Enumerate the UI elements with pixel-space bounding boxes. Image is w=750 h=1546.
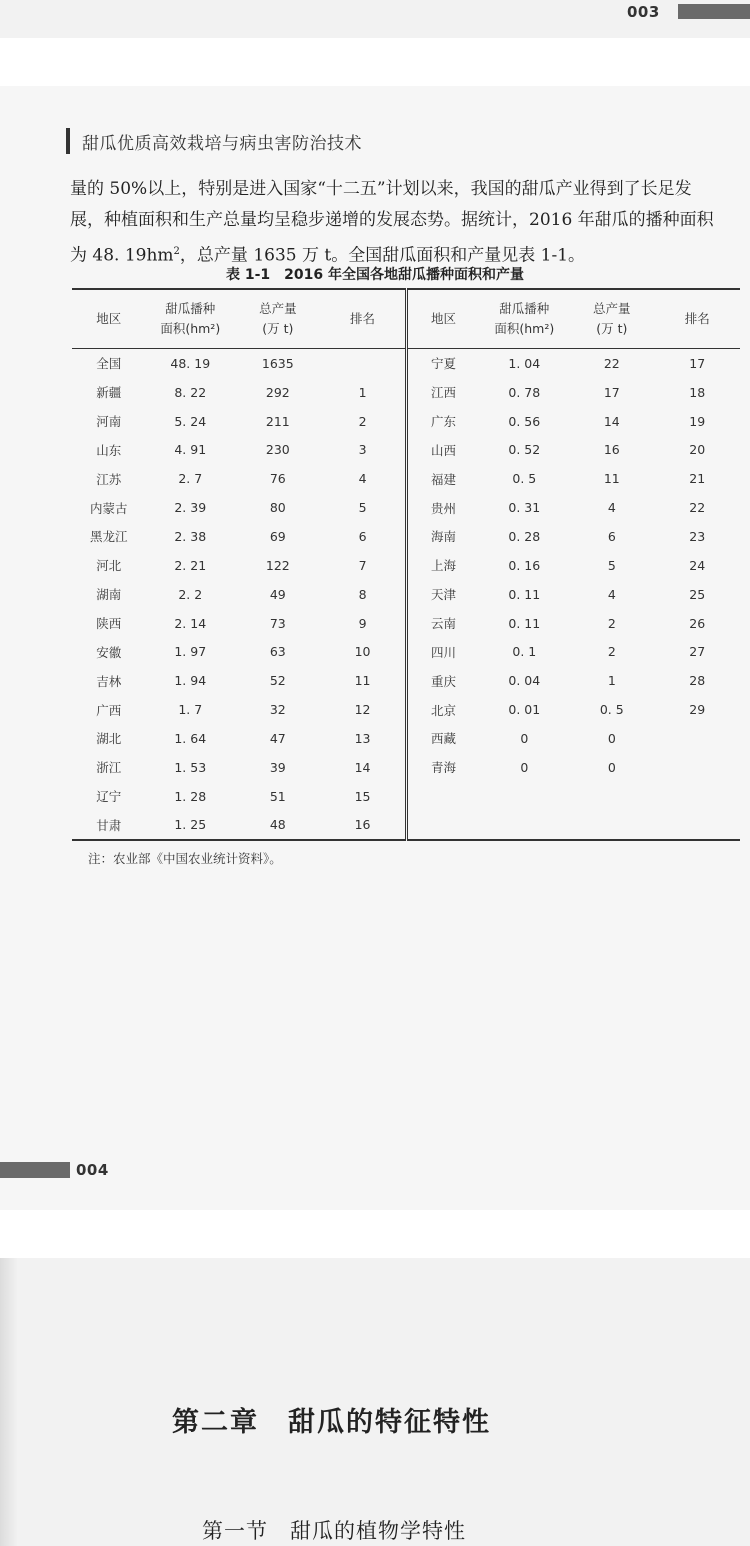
table-cell: 8 (358, 586, 367, 602)
table-cell: 2 (607, 615, 616, 631)
page-edge-shadow (0, 1258, 18, 1546)
body-line-3-b: ，总产量 1635 万 t。全国甜瓜面积和产量见表 1-1。 (179, 245, 586, 266)
table-cell (406, 782, 480, 811)
table-cell: 18 (689, 384, 706, 400)
table-cell: 23 (689, 528, 706, 544)
table-row (72, 695, 740, 724)
table-row (72, 724, 740, 753)
table-cell: 吉林 (96, 673, 122, 689)
table-cell: 3 (358, 442, 367, 458)
bottom-page-bar (0, 1162, 70, 1178)
chapter-title: 第二章 甜瓜的特征特性 (172, 1407, 491, 1438)
table-cell: 0. 16 (508, 557, 541, 573)
table-cell (655, 724, 740, 753)
table-caption: 表 1-1 2016 年全国各地甜瓜播种面积和产量 (225, 267, 524, 283)
table-cell: 230 (265, 442, 290, 458)
superscript-2: 2 (173, 246, 180, 257)
table-cell: 5. 24 (174, 413, 207, 429)
table-cell: 5 (358, 500, 367, 516)
table-cell: 7 (358, 557, 367, 573)
table-cell: 河南 (96, 414, 122, 430)
table-cell: 黑龙江 (89, 529, 128, 545)
table-row (72, 811, 740, 841)
running-head-bar (66, 128, 70, 154)
table-cell: 江西 (406, 378, 480, 407)
table-cell: 云南 (406, 609, 480, 638)
table-cell: 4 (607, 500, 616, 516)
table-cell: 青海 (406, 753, 480, 782)
table-note: 注：农业部《中国农业统计资料》。 (88, 851, 282, 866)
table-row (72, 609, 740, 638)
table-row (72, 378, 740, 407)
table-cell (480, 811, 570, 841)
running-head (66, 128, 362, 154)
table-row (72, 493, 740, 522)
table-cell: 48 (235, 811, 321, 841)
table-cell: 14 (603, 413, 620, 429)
table-cell: 1. 28 (174, 788, 207, 804)
table-row (72, 522, 740, 551)
table-row (72, 464, 740, 493)
top-page-number: 003 (627, 3, 660, 21)
table-row (72, 753, 740, 782)
table-cell: 9 (358, 615, 367, 631)
table-cell: 1. 25 (146, 811, 236, 841)
table-cell: 39 (269, 759, 286, 775)
table-cell: 北京 (406, 695, 480, 724)
table-cell: 福建 (406, 464, 480, 493)
table-cell: 10 (354, 644, 371, 660)
table-cell: 80 (269, 500, 286, 516)
table-row (72, 637, 740, 666)
table-cell: 11 (603, 471, 620, 487)
table-cell: 0 (520, 730, 529, 746)
table-cell: 51 (269, 788, 286, 804)
table-cell: 0. 31 (508, 500, 541, 516)
table-cell: 河北 (96, 558, 122, 574)
body-line-3-a: 为 48. 19hm (70, 245, 174, 266)
table-cell: 甘肃 (72, 811, 146, 841)
table-cell: 4 (607, 586, 616, 602)
table-cell: 6 (607, 528, 616, 544)
top-page-bar (678, 4, 750, 19)
section-title: 第一节 甜瓜的植物学特性 (202, 1519, 466, 1543)
table-cell: 4 (358, 471, 367, 487)
table-cell: 上海 (406, 551, 480, 580)
table-cell: 辽宁 (96, 789, 122, 805)
table-cell: 西藏 (406, 724, 480, 753)
table-cell: 广西 (96, 702, 122, 718)
table-cell: 0. 52 (508, 442, 541, 458)
table-cell: 1. 64 (174, 730, 207, 746)
table-cell: 2. 7 (178, 471, 203, 487)
body-line-1: 量的 50%以上，特别是进入国家“十二五”计划以来，我国的甜瓜产业得到了长足发 (70, 179, 692, 199)
table-cell: 1. 7 (178, 702, 203, 718)
table-cell: 11 (354, 673, 371, 689)
table-cell: 292 (265, 384, 290, 400)
table-cell: 0. 11 (508, 586, 541, 602)
table-cell: 16 (321, 811, 406, 841)
table-cell: 1635 (261, 355, 294, 371)
body-paragraph (70, 174, 720, 272)
table-cell: 4. 91 (174, 442, 207, 458)
table-row (72, 580, 740, 609)
table-cell: 0. 04 (508, 673, 541, 689)
table-cell: 48. 19 (170, 355, 211, 371)
table-cell: 1. 97 (174, 644, 207, 660)
table-cell: 湖南 (96, 587, 122, 603)
table-cell: 0. 1 (512, 644, 537, 660)
table-cell: 49 (269, 586, 286, 602)
bottom-page-number: 004 (76, 1161, 109, 1179)
table-cell: 0. 11 (508, 615, 541, 631)
running-head-text: 甜瓜优质高效栽培与病虫害防治技术 (82, 133, 362, 154)
table-cell: 天津 (406, 580, 480, 609)
table-header-row (72, 289, 740, 349)
table-cell: 0 (607, 730, 616, 746)
table-cell: 0. 56 (508, 413, 541, 429)
table-cell: 1 (607, 673, 616, 689)
table-row (72, 782, 740, 811)
table-cell: 贵州 (406, 493, 480, 522)
table-cell: 14 (354, 759, 371, 775)
table-cell: 15 (354, 788, 371, 804)
table-cell: 山东 (96, 442, 122, 458)
table-cell (655, 782, 740, 811)
table-cell: 52 (269, 673, 286, 689)
table-cell (480, 782, 570, 811)
table-cell: 12 (354, 702, 371, 718)
table-cell: 内蒙古 (89, 500, 128, 516)
table-cell: 0. 5 (512, 471, 537, 487)
table-cell: 海南 (406, 522, 480, 551)
table-cell: 29 (689, 702, 706, 718)
table-cell: 2. 21 (174, 557, 207, 573)
table-cell: 江苏 (96, 471, 122, 487)
table-cell (655, 811, 740, 841)
table-cell (406, 811, 480, 841)
table-cell: 新疆 (96, 385, 122, 401)
melon-area-production-table (72, 288, 740, 841)
table-cell: 山西 (406, 436, 480, 465)
table-cell: 47 (269, 730, 286, 746)
table-cell: 122 (265, 557, 290, 573)
table-cell: 全国 (96, 356, 122, 372)
table-row (72, 666, 740, 695)
table-cell: 8. 22 (174, 384, 207, 400)
table-cell: 重庆 (406, 666, 480, 695)
table-cell: 1. 53 (174, 759, 207, 775)
table-cell (655, 753, 740, 782)
table-cell: 2 (358, 413, 367, 429)
table-cell: 27 (689, 644, 706, 660)
table-cell: 26 (689, 615, 706, 631)
table-cell: 2. 38 (174, 528, 207, 544)
header-region-left: 地区 (72, 289, 146, 349)
table-cell: 陕西 (96, 616, 122, 632)
table-cell: 0. 78 (508, 384, 541, 400)
header-rank-left: 排名 (321, 289, 406, 349)
header-region-right: 地区 (406, 289, 480, 349)
table-cell: 17 (603, 384, 620, 400)
table-cell: 6 (358, 528, 367, 544)
table-cell: 25 (689, 586, 706, 602)
header-area-left: 甜瓜播种 面积(hm²) (146, 289, 236, 349)
table-row (72, 436, 740, 465)
table-cell: 宁夏 (406, 349, 480, 378)
table-cell: 32 (269, 702, 286, 718)
table-cell: 2 (607, 644, 616, 660)
table-cell: 76 (269, 471, 286, 487)
table-cell: 安徽 (96, 644, 122, 660)
table-cell: 0. 5 (599, 702, 624, 718)
table-cell: 28 (689, 673, 706, 689)
table-cell: 16 (603, 442, 620, 458)
table-cell: 湖北 (96, 731, 122, 747)
table-cell: 0. 01 (508, 702, 541, 718)
table-cell: 2. 14 (174, 615, 207, 631)
table-cell: 5 (607, 557, 616, 573)
table-cell: 2. 2 (178, 586, 203, 602)
table-cell: 22 (603, 355, 620, 371)
table-row (72, 407, 740, 436)
table-cell: 0 (607, 759, 616, 775)
table-row (72, 349, 740, 378)
table-cell: 22 (689, 500, 706, 516)
table-cell: 0. 28 (508, 528, 541, 544)
table-cell: 1 (358, 384, 367, 400)
table-cell: 浙江 (96, 760, 122, 776)
table-cell: 广东 (406, 407, 480, 436)
table-cell: 四川 (406, 637, 480, 666)
header-production-right: 总产量 (万 t) (569, 289, 654, 349)
table-cell (569, 782, 654, 811)
table-cell: 24 (689, 557, 706, 573)
table-row (72, 551, 740, 580)
table-cell: 21 (689, 471, 706, 487)
table-cell: 69 (269, 528, 286, 544)
table-cell: 2. 39 (174, 500, 207, 516)
table-cell (321, 349, 406, 378)
table-cell: 1. 04 (508, 355, 541, 371)
table-cell: 0 (520, 759, 529, 775)
table-cell: 73 (269, 615, 286, 631)
table-cell: 63 (269, 644, 286, 660)
header-rank-right: 排名 (655, 289, 740, 349)
table-cell: 20 (689, 442, 706, 458)
table-cell: 19 (689, 413, 706, 429)
table-cell (569, 811, 654, 841)
table-cell: 1. 94 (174, 673, 207, 689)
header-production-left: 总产量 (万 t) (235, 289, 321, 349)
body-line-2: 展，种植面积和生产总量均呈稳步递增的发展态势。据统计，2016 年甜瓜的播种面积 (70, 210, 714, 230)
table-cell: 13 (354, 730, 371, 746)
table-cell: 211 (265, 413, 290, 429)
header-area-right: 甜瓜播种 面积(hm²) (480, 289, 570, 349)
table-cell: 17 (689, 355, 706, 371)
